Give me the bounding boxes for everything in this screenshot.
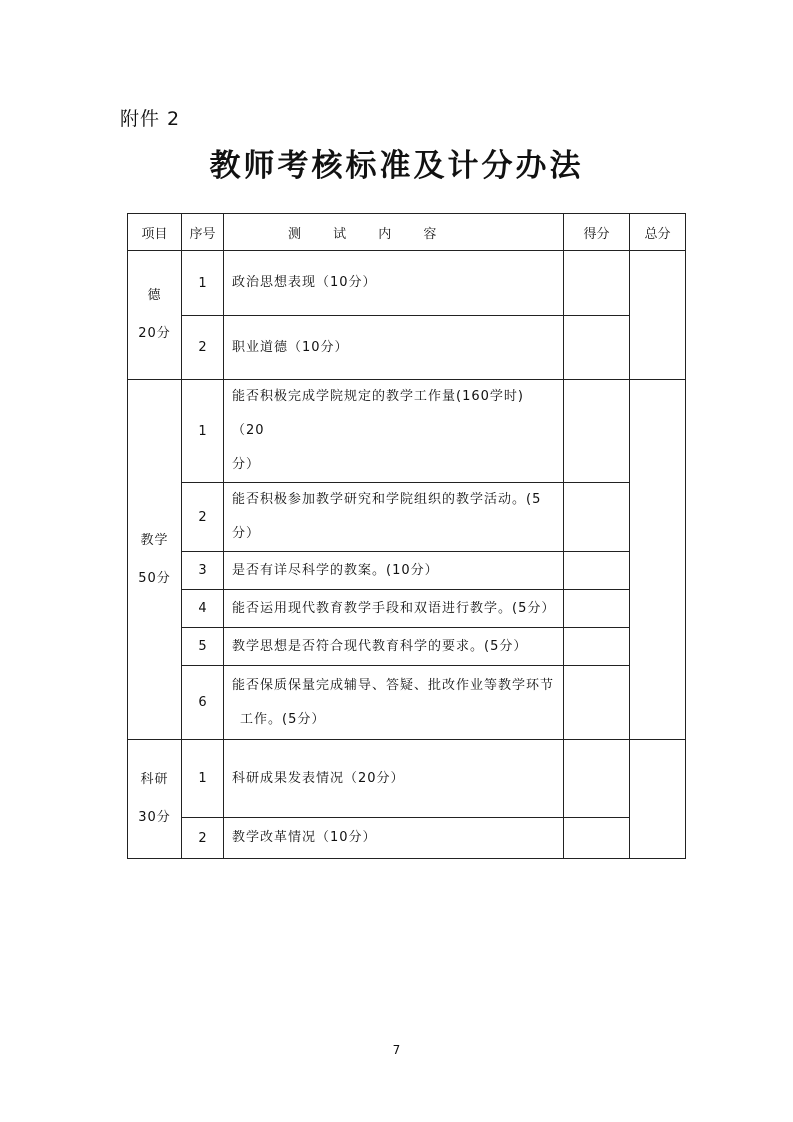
header-total: 总分 <box>630 214 686 251</box>
assessment-table <box>127 213 686 859</box>
seq-cell: 1 <box>182 380 224 483</box>
header-content: 测 试 内 容 <box>224 214 564 251</box>
category-name: 德 <box>147 288 162 303</box>
category-cell-teaching <box>128 380 182 740</box>
table-row <box>128 590 686 628</box>
seq-cell: 2 <box>182 316 224 380</box>
score-cell[interactable] <box>564 251 630 316</box>
table-row <box>128 666 686 740</box>
content-cell: 能否运用现代教育教学手段和双语进行教学。(5分） <box>224 590 564 628</box>
score-cell[interactable] <box>564 552 630 590</box>
score-cell[interactable] <box>564 483 630 552</box>
seq-cell: 2 <box>182 483 224 552</box>
category-cell-morality <box>128 251 182 380</box>
category-points: 20分 <box>138 326 171 341</box>
score-cell[interactable] <box>564 818 630 859</box>
total-cell[interactable] <box>630 251 686 380</box>
content-cell <box>224 666 564 740</box>
seq-cell: 3 <box>182 552 224 590</box>
seq-cell: 1 <box>182 251 224 316</box>
seq-cell: 2 <box>182 818 224 859</box>
content-cell: 教学改革情况（10分） <box>224 818 564 859</box>
seq-cell: 1 <box>182 740 224 818</box>
category-name: 教学 <box>140 532 169 548</box>
category-name: 科研 <box>140 772 169 787</box>
table-row <box>128 251 686 316</box>
table-row <box>128 380 686 483</box>
table-row <box>128 552 686 590</box>
score-cell[interactable] <box>564 590 630 628</box>
content-cell <box>224 380 564 483</box>
score-cell[interactable] <box>564 740 630 818</box>
attachment-label: 附件 2 <box>120 108 181 130</box>
table-row <box>128 740 686 818</box>
category-cell-research <box>128 740 182 859</box>
content-cell: 政治思想表现（10分） <box>224 251 564 316</box>
content-line: 能否积极完成学院规定的教学工作量(160学时) （20 <box>232 389 524 438</box>
table-row <box>128 628 686 666</box>
score-cell[interactable] <box>564 380 630 483</box>
table-header-row <box>128 214 686 251</box>
score-cell[interactable] <box>564 316 630 380</box>
seq-cell: 5 <box>182 628 224 666</box>
table-row <box>128 818 686 859</box>
content-cell: 教学思想是否符合现代教育科学的要求。(5分） <box>224 628 564 666</box>
score-cell[interactable] <box>564 666 630 740</box>
header-score: 得分 <box>564 214 630 251</box>
content-cell: 职业道德（10分） <box>224 316 564 380</box>
seq-cell: 6 <box>182 666 224 740</box>
table-row <box>128 316 686 380</box>
content-line: 分） <box>232 457 261 472</box>
content-line: 工作。(5分） <box>240 711 326 727</box>
content-cell: 科研成果发表情况（20分） <box>224 740 564 818</box>
table-row <box>128 483 686 552</box>
category-points: 30分 <box>138 810 171 825</box>
content-cell: 能否积极参加教学研究和学院组织的教学活动。(5分） <box>224 483 564 552</box>
header-seq: 序号 <box>182 214 224 251</box>
category-points: 50分 <box>138 570 171 586</box>
score-cell[interactable] <box>564 628 630 666</box>
total-cell[interactable] <box>630 380 686 740</box>
content-line: 能否保质保量完成辅导、答疑、批改作业等教学环节 <box>232 677 555 693</box>
total-cell[interactable] <box>630 740 686 859</box>
content-cell: 是否有详尽科学的教案。(10分） <box>224 552 564 590</box>
page-number: 7 <box>392 1043 401 1057</box>
header-item: 项目 <box>128 214 182 251</box>
document-title: 教师考核标准及计分办法 <box>209 148 584 184</box>
seq-cell: 4 <box>182 590 224 628</box>
